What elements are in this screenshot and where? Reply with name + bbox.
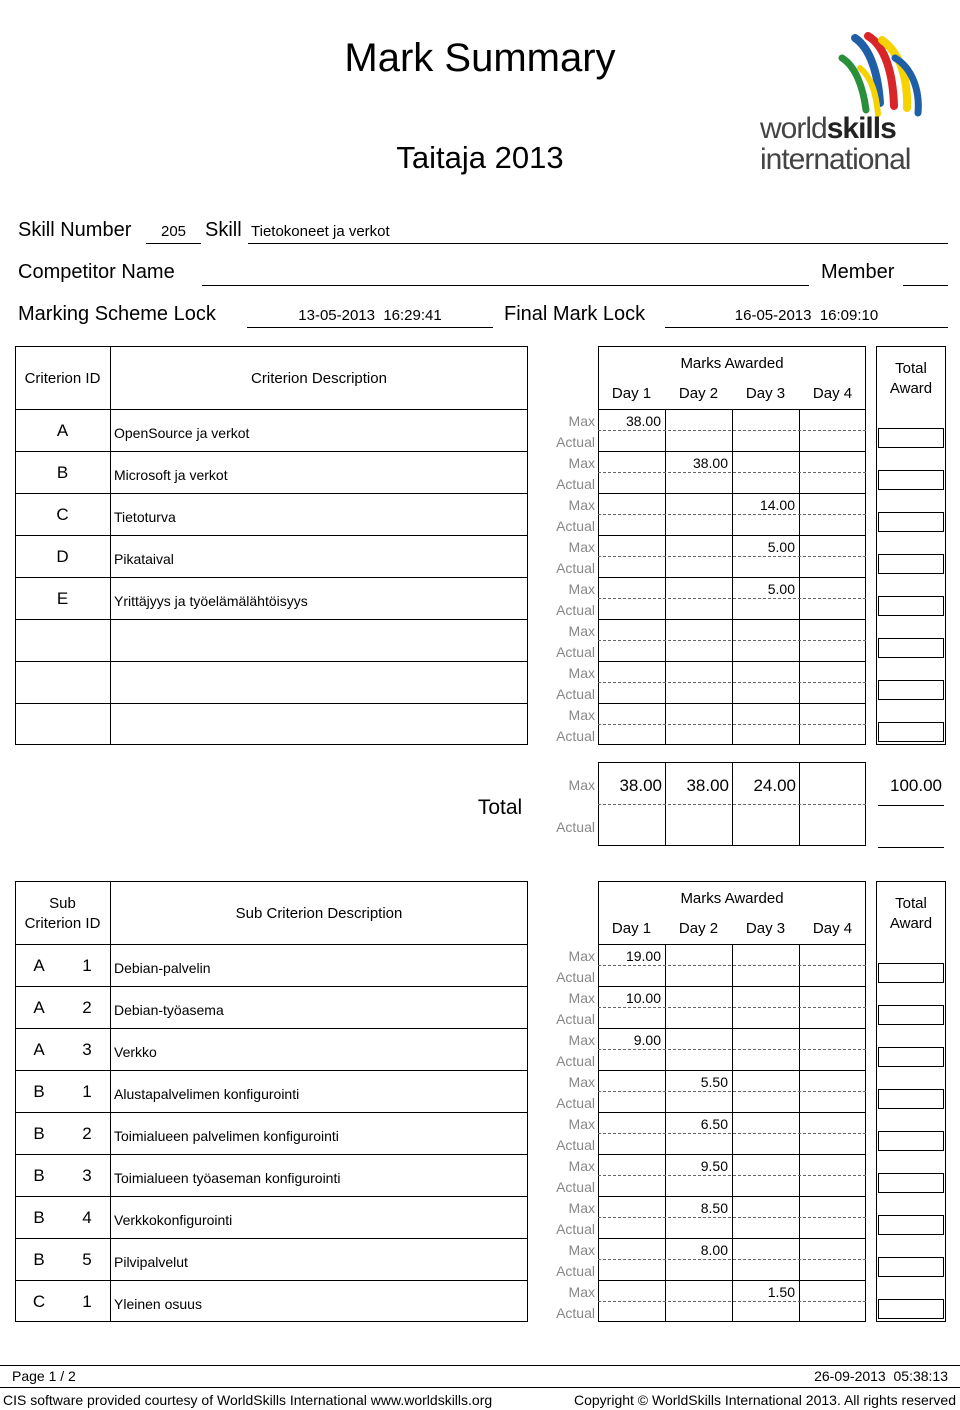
criterion-day-header-1: Day 1 bbox=[611, 385, 652, 402]
sub-criterion-id: B bbox=[33, 1250, 45, 1269]
sub-criterion-max-label: Max bbox=[568, 1074, 595, 1090]
total-day2: 38.00 bbox=[686, 776, 729, 795]
sub-criterion-award-box bbox=[878, 1005, 944, 1025]
sub-criterion-max-label: Max bbox=[568, 1284, 595, 1300]
criterion-row-rule bbox=[15, 493, 528, 494]
criterion-max-label: Max bbox=[568, 665, 595, 681]
criterion-award-box bbox=[878, 638, 944, 658]
criterion-marks-row-rule bbox=[598, 619, 866, 620]
criterion-actual-label: Actual bbox=[556, 686, 595, 702]
sub-criterion-description: Alustapalvelimen konfigurointi bbox=[114, 1086, 300, 1102]
sub-criterion-row-rule bbox=[15, 986, 528, 987]
sub-criterion-row-rule bbox=[15, 1070, 528, 1071]
sub-criterion-max-dash bbox=[598, 1007, 866, 1008]
sub-criterion-max-value: 5.50 bbox=[700, 1074, 728, 1090]
sub-criterion-num: 2 bbox=[82, 998, 92, 1017]
sub-criterion-award-box bbox=[878, 963, 944, 983]
total-label: Total bbox=[477, 796, 523, 819]
sub-criterion-max-value: 1.50 bbox=[767, 1284, 795, 1300]
page-title: Mark Summary bbox=[344, 36, 616, 80]
sub-criterion-max-label: Max bbox=[568, 1200, 595, 1216]
criterion-max-value: 38.00 bbox=[625, 413, 661, 429]
criterion-max-label: Max bbox=[568, 623, 595, 639]
sub-criterion-max-dash bbox=[598, 1175, 866, 1176]
sub-criterion-award-box bbox=[878, 1089, 944, 1109]
skill-number-label: Skill Number bbox=[18, 219, 132, 241]
criterion-actual-label: Actual bbox=[556, 518, 595, 534]
page-number: Page 1 / 2 bbox=[12, 1368, 76, 1384]
criterion-max-dash bbox=[598, 724, 866, 725]
criterion-description: Microsoft ja verkot bbox=[114, 467, 228, 483]
final-lock-value: 16-05-2013 16:09:10 bbox=[734, 307, 879, 324]
criterion-day-header-2: Day 2 bbox=[678, 385, 719, 402]
criterion-marks-row-rule bbox=[598, 703, 866, 704]
sub-criterion-row-rule bbox=[15, 1112, 528, 1113]
sub-criterion-max-value: 9.00 bbox=[633, 1032, 661, 1048]
courtesy-text: CIS software provided courtesy of WorldSkills International www.worldskills.org bbox=[3, 1392, 493, 1408]
sub-description-header: Sub Criterion Description bbox=[235, 905, 403, 922]
sub-criterion-id: C bbox=[32, 1292, 46, 1311]
sub-criterion-row-rule bbox=[15, 1028, 528, 1029]
sub-criterion-row-rule bbox=[15, 1154, 528, 1155]
sub-criterion-actual-label: Actual bbox=[556, 1095, 595, 1111]
sub-criterion-marks-row-rule bbox=[598, 1112, 866, 1113]
criterion-marks-row-rule bbox=[598, 535, 866, 536]
total-award-value: 100.00 bbox=[890, 776, 942, 795]
sub-criterion-max-dash bbox=[598, 965, 866, 966]
sub-criterion-max-value: 10.00 bbox=[625, 990, 661, 1006]
sub-criterion-id: B bbox=[33, 1124, 45, 1143]
sub-criterion-award-box bbox=[878, 1215, 944, 1235]
criterion-max-label: Max bbox=[568, 413, 595, 429]
skill-name-value: Tietokoneet ja verkot bbox=[251, 223, 390, 240]
sub-id-header-2: Criterion ID bbox=[24, 915, 101, 932]
criterion-max-label: Max bbox=[568, 497, 595, 513]
sub-criterion-award-box bbox=[878, 1047, 944, 1067]
criterion-actual-label: Actual bbox=[556, 602, 595, 618]
sub-criterion-id: A bbox=[33, 1040, 45, 1059]
criterion-max-dash bbox=[598, 430, 866, 431]
criterion-actual-label: Actual bbox=[556, 644, 595, 660]
criterion-description-header: Criterion Description bbox=[251, 370, 387, 387]
criterion-award-box bbox=[878, 596, 944, 616]
criterion-actual-label: Actual bbox=[556, 476, 595, 492]
sub-criterion-max-value: 8.00 bbox=[700, 1242, 728, 1258]
criterion-max-dash bbox=[598, 556, 866, 557]
final-lock-label: Final Mark Lock bbox=[504, 303, 646, 325]
scheme-lock-label: Marking Scheme Lock bbox=[18, 303, 216, 325]
criterion-award-box bbox=[878, 680, 944, 700]
sub-criterion-max-value: 6.50 bbox=[700, 1116, 728, 1132]
criterion-marks-row-rule bbox=[598, 493, 866, 494]
logo-text-international: international bbox=[760, 143, 911, 176]
sub-criterion-description: Yleinen osuus bbox=[114, 1296, 202, 1312]
criterion-max-value: 14.00 bbox=[759, 497, 795, 513]
sub-criterion-actual-label: Actual bbox=[556, 1305, 595, 1321]
criterion-marks-row-rule bbox=[598, 451, 866, 452]
sub-criterion-num: 1 bbox=[82, 956, 92, 975]
criterion-header-rule bbox=[15, 409, 528, 410]
criterion-id-header: Criterion ID bbox=[24, 370, 101, 387]
criterion-description: Tietoturva bbox=[114, 509, 176, 525]
sub-criterion-num: 3 bbox=[82, 1040, 92, 1059]
sub-criterion-num: 2 bbox=[82, 1124, 92, 1143]
criterion-max-dash bbox=[598, 598, 866, 599]
sub-criterion-max-dash bbox=[598, 1259, 866, 1260]
criterion-award-box bbox=[878, 428, 944, 448]
sub-criterion-marks-row-rule bbox=[598, 1070, 866, 1071]
sub-criterion-num: 4 bbox=[82, 1208, 92, 1227]
totals-actual-label: Actual bbox=[556, 819, 595, 835]
sub-criterion-id: A bbox=[33, 998, 45, 1017]
skill-number-value: 205 bbox=[160, 223, 187, 240]
sub-criterion-day-header-3: Day 3 bbox=[745, 920, 786, 937]
criterion-row-rule bbox=[15, 577, 528, 578]
sub-criterion-num: 3 bbox=[82, 1166, 92, 1185]
scheme-lock-value: 13-05-2013 16:29:41 bbox=[298, 307, 442, 324]
criterion-day-header-3: Day 3 bbox=[745, 385, 786, 402]
sub-criterion-max-label: Max bbox=[568, 1242, 595, 1258]
sub-criterion-actual-label: Actual bbox=[556, 1221, 595, 1237]
sub-marks-awarded-header: Marks Awarded bbox=[680, 890, 784, 907]
sub-criterion-max-dash bbox=[598, 1217, 866, 1218]
total-award-header-2: Award bbox=[889, 380, 933, 397]
criterion-description: Pikataival bbox=[114, 551, 174, 567]
sub-criterion-description: Toimialueen työaseman konfigurointi bbox=[114, 1170, 341, 1186]
sub-criterion-marks-row-rule bbox=[598, 1196, 866, 1197]
sub-total-award-header-2: Award bbox=[889, 915, 933, 932]
sub-criterion-num: 1 bbox=[82, 1082, 92, 1101]
sub-criterion-num: 1 bbox=[82, 1292, 92, 1311]
member-label: Member bbox=[821, 261, 895, 283]
print-timestamp: 26-09-2013 05:38:13 bbox=[814, 1368, 948, 1384]
sub-criterion-day-header-4: Day 4 bbox=[812, 920, 853, 937]
sub-criterion-max-label: Max bbox=[568, 1158, 595, 1174]
logo-text-skills: skills bbox=[826, 112, 896, 145]
criterion-max-label: Max bbox=[568, 581, 595, 597]
criterion-description: Yrittäjyys ja työelämälähtöisyys bbox=[114, 593, 308, 609]
sub-criterion-row-rule bbox=[15, 1280, 528, 1281]
sub-criterion-max-value: 19.00 bbox=[625, 948, 661, 964]
sub-criterion-max-dash bbox=[598, 1133, 866, 1134]
criterion-marks-row-rule bbox=[598, 661, 866, 662]
sub-criterion-max-dash bbox=[598, 1049, 866, 1050]
sub-criterion-award-box bbox=[878, 1173, 944, 1193]
criterion-max-value: 5.00 bbox=[767, 581, 795, 597]
sub-criterion-actual-label: Actual bbox=[556, 1011, 595, 1027]
total-day1: 38.00 bbox=[619, 776, 662, 795]
sub-criterion-marks-row-rule bbox=[598, 1238, 866, 1239]
sub-criterion-actual-label: Actual bbox=[556, 969, 595, 985]
sub-criterion-max-label: Max bbox=[568, 1116, 595, 1132]
sub-criterion-max-dash bbox=[598, 1091, 866, 1092]
criterion-max-dash bbox=[598, 640, 866, 641]
sub-criterion-day-header-2: Day 2 bbox=[678, 920, 719, 937]
criterion-description: OpenSource ja verkot bbox=[114, 425, 250, 441]
criterion-row-rule bbox=[15, 619, 528, 620]
sub-criterion-award-box bbox=[878, 1257, 944, 1277]
criterion-actual-label: Actual bbox=[556, 728, 595, 744]
sub-criterion-marks-row-rule bbox=[598, 986, 866, 987]
sub-criterion-row-rule bbox=[15, 1196, 528, 1197]
page-subtitle: Taitaja 2013 bbox=[396, 140, 564, 175]
sub-criterion-award-box bbox=[878, 1299, 944, 1319]
criterion-max-value: 38.00 bbox=[692, 455, 728, 471]
criterion-award-box bbox=[878, 554, 944, 574]
sub-criterion-header-rule bbox=[15, 944, 528, 945]
competitor-name-label: Competitor Name bbox=[18, 261, 175, 283]
sub-criterion-id: A bbox=[33, 956, 45, 975]
sub-criterion-description: Toimialueen palvelimen konfigurointi bbox=[114, 1128, 339, 1144]
sub-criterion-description: Verkkokonfigurointi bbox=[114, 1212, 233, 1228]
criterion-max-label: Max bbox=[568, 707, 595, 723]
criterion-id: D bbox=[56, 547, 69, 566]
sub-criterion-max-value: 8.50 bbox=[700, 1200, 728, 1216]
sub-criterion-id: B bbox=[33, 1082, 45, 1101]
criterion-id: A bbox=[56, 421, 69, 440]
sub-criterion-max-label: Max bbox=[568, 990, 595, 1006]
sub-id-header-1: Sub bbox=[49, 895, 76, 912]
sub-criterion-row-rule bbox=[15, 1238, 528, 1239]
total-day3: 24.00 bbox=[753, 776, 796, 795]
sub-criterion-marks-row-rule bbox=[598, 1028, 866, 1029]
sub-criterion-award-box bbox=[878, 1131, 944, 1151]
criterion-max-label: Max bbox=[568, 455, 595, 471]
sub-criterion-actual-label: Actual bbox=[556, 1053, 595, 1069]
criterion-max-label: Max bbox=[568, 539, 595, 555]
sub-criterion-day-header-1: Day 1 bbox=[611, 920, 652, 937]
sub-criterion-num: 5 bbox=[82, 1250, 92, 1269]
sub-criterion-max-label: Max bbox=[568, 1032, 595, 1048]
criterion-award-box bbox=[878, 512, 944, 532]
criterion-actual-label: Actual bbox=[556, 560, 595, 576]
sub-criterion-actual-label: Actual bbox=[556, 1137, 595, 1153]
skill-label: Skill bbox=[205, 219, 242, 241]
worldskills-logo bbox=[760, 28, 930, 178]
sub-criterion-max-value: 9.50 bbox=[700, 1158, 728, 1174]
logo-text-world: world bbox=[760, 112, 827, 145]
sub-criterion-id: B bbox=[33, 1166, 45, 1185]
sub-criterion-description: Debian-palvelin bbox=[114, 960, 211, 976]
sub-total-award-header-1: Total bbox=[895, 895, 927, 912]
criterion-award-box bbox=[878, 722, 944, 742]
sub-criterion-max-label: Max bbox=[568, 948, 595, 964]
sub-criterion-max-dash bbox=[598, 1301, 866, 1302]
criterion-award-box bbox=[878, 470, 944, 490]
marks-awarded-header: Marks Awarded bbox=[680, 355, 784, 372]
criterion-table bbox=[15, 346, 528, 745]
sub-criterion-actual-label: Actual bbox=[556, 1179, 595, 1195]
criterion-row-rule bbox=[15, 703, 528, 704]
sub-criterion-actual-label: Actual bbox=[556, 1263, 595, 1279]
criterion-row-rule bbox=[15, 451, 528, 452]
criterion-actual-label: Actual bbox=[556, 434, 595, 450]
criterion-max-dash bbox=[598, 472, 866, 473]
sub-criterion-marks-row-rule bbox=[598, 1154, 866, 1155]
criterion-marks-row-rule bbox=[598, 577, 866, 578]
criterion-max-dash bbox=[598, 682, 866, 683]
criterion-max-value: 5.00 bbox=[767, 539, 795, 555]
criterion-row-rule bbox=[15, 661, 528, 662]
criterion-row-rule bbox=[15, 535, 528, 536]
sub-criterion-marks-row-rule bbox=[598, 1280, 866, 1281]
criterion-id: C bbox=[56, 505, 69, 524]
criterion-day-header-4: Day 4 bbox=[812, 385, 853, 402]
sub-criterion-id: B bbox=[33, 1208, 45, 1227]
totals-max-label: Max bbox=[568, 777, 595, 793]
total-award-header-1: Total bbox=[895, 360, 927, 377]
sub-criterion-description: Verkko bbox=[114, 1044, 157, 1060]
copyright-text: Copyright © WorldSkills International 2013. All rights reserved bbox=[573, 1392, 956, 1408]
criterion-max-dash bbox=[598, 514, 866, 515]
sub-criterion-description: Pilvipalvelut bbox=[114, 1254, 188, 1270]
criterion-id: E bbox=[56, 589, 69, 608]
criterion-id: B bbox=[56, 463, 69, 482]
sub-criterion-description: Debian-työasema bbox=[114, 1002, 224, 1018]
